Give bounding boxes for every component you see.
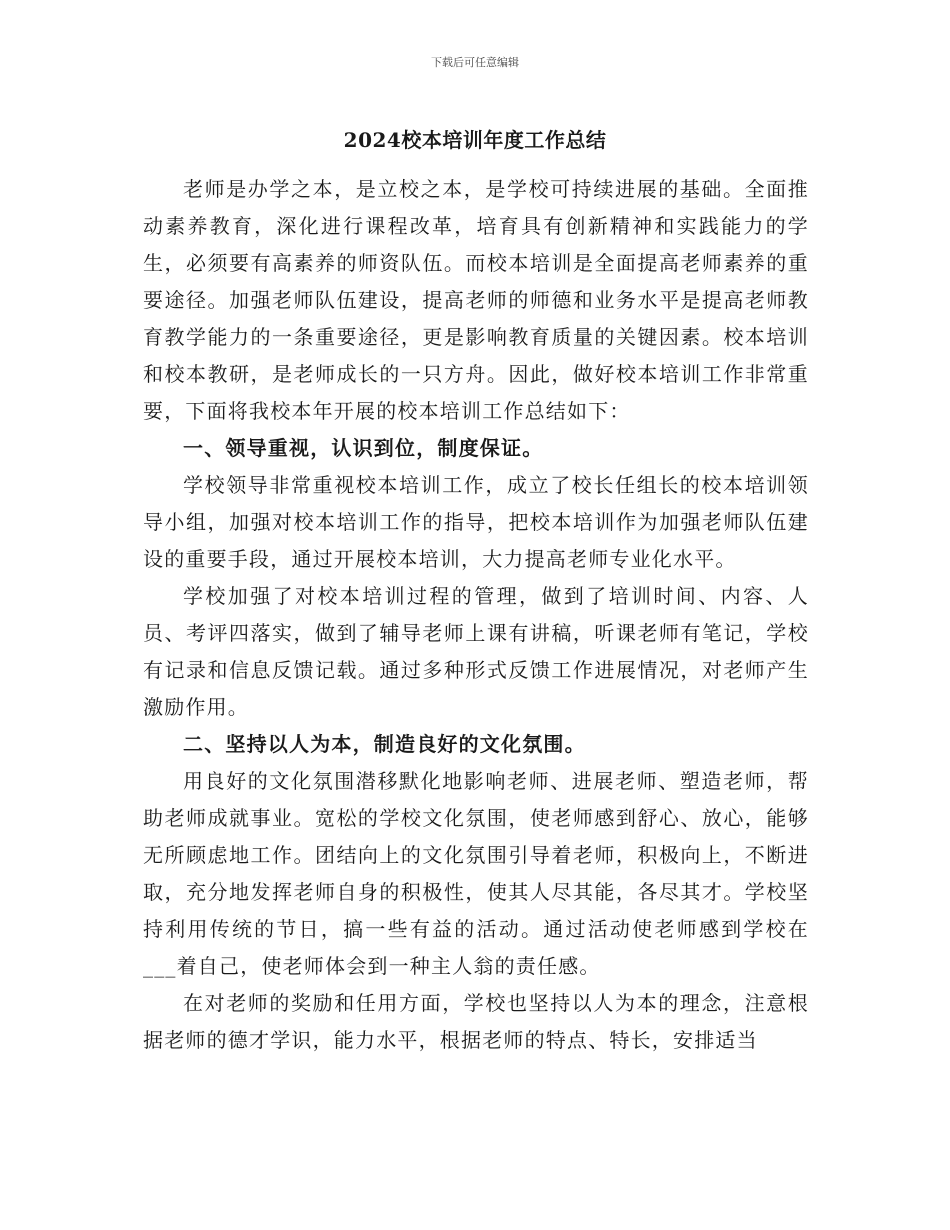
section-1-paragraph-2: 学校加强了对校本培训过程的管理，做到了培训时间、内容、人员、考评四落实，做到了辅导老师上课有讲稿，听课老师有笔记，学校有记录和信息反馈记载。通过多种形式反馈工作进展情况，对老师产生激励作用。: [143, 584, 809, 719]
section-2-paragraph-2: 在对老师的奖励和任用方面，学校也坚持以人为本的理念，注意根据老师的德才学识，能力水平，根据老师的特点、特长，安排适当: [143, 991, 809, 1052]
section-heading-1: 一、领导重视，认识到位，制度保证。: [183, 436, 544, 460]
header-note: 下载后可任意编辑: [431, 56, 519, 69]
section-heading-2: 二、坚持以人为本，制造良好的文化氛围。: [183, 732, 586, 756]
document-body: [143, 171, 809, 1059]
intro-paragraph: 老师是办学之本，是立校之本，是学校可持续进展的基础。全面推动素养教育，深化进行课程改革，培育具有创新精神和实践能力的学生，必须要有高素养的师资队伍。而校本培训是全面提高老师素养的重要途径。加强老师队伍建设，提高老师的师德和业务水平是提高老师教育教学能力的一条重要途径，更是影响教育质量的关键因素。校本培训和校本教研，是老师成长的一只方舟。因此，做好校本培训工作非常重要，下面将我校本年开展的校本培训工作总结如下：: [143, 177, 809, 423]
section-2-paragraph-1: 用良好的文化氛围潜移默化地影响老师、进展老师、塑造老师，帮助老师成就事业。宽松的学校文化氛围，使老师感到舒心、放心，能够无所顾虑地工作。团结向上的文化氛围引导着老师，积极向上，不断进取，充分地发挥老师自身的积极性，使其人尽其能，各尽其才。学校坚持利用传统的节日，搞一些有益的活动。通过活动使老师感到学校在___着自己，使老师体会到一种主人翁的责任感。: [143, 769, 809, 978]
document-title: 2024校本培训年度工作总结: [343, 128, 607, 152]
section-1-paragraph-1: 学校领导非常重视校本培训工作，成立了校长任组长的校本培训领导小组，加强对校本培训工作的指导，把校本培训作为加强老师队伍建设的重要手段，通过开展校本培训，大力提高老师专业化水平。: [143, 473, 809, 571]
